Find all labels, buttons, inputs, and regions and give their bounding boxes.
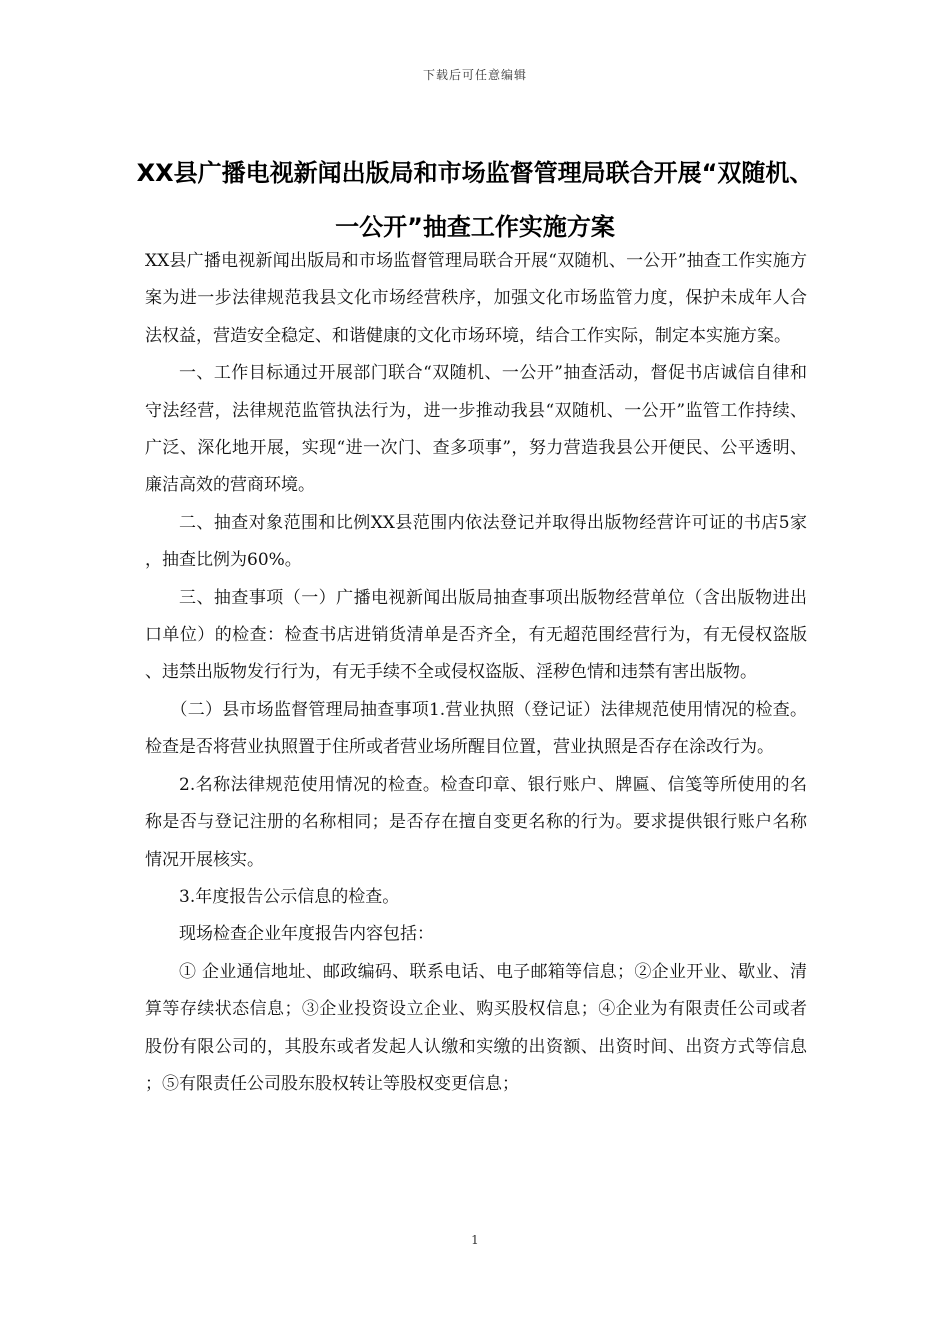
- paragraph-annual-report-check: 3.年度报告公示信息的检查。: [179, 886, 400, 907]
- paragraph-inspection-items: 三、抽查事项（一）广播电视新闻出版局抽查事项出版物经营单位（含出版物进出口单位）的检查：检查书店进销货清单是否齐全，有无超范围经营行为，有无侵权盗版、违禁出版物发行行为，有无手续不全或侵权盗版、淫秽色情和违禁有害出版物。: [145, 587, 807, 683]
- paragraph-inspection-scope: 二、抽查对象范围和比例XX县范围内依法登记并取得出版物经营许可证的书店5家，抽查比例为60%。: [145, 512, 807, 571]
- page-number: 1: [471, 1233, 479, 1247]
- page-header-note: 下载后可任意编辑: [422, 68, 527, 82]
- paragraph-name-usage-check: 2.名称法律规范使用情况的检查。检查印章、银行账户、牌匾、信笺等所使用的名称是否与登记注册的名称相同；是否存在擅自变更名称的行为。要求提供银行账户名称情况开展核实。: [145, 774, 807, 870]
- document-title: XX县广播电视新闻出版局和市场监督管理局联合开展“双随机、一公开”抽查工作实施方案: [136, 159, 814, 241]
- paragraph-annual-report-contents-list: ① 企业通信地址、邮政编码、联系电话、电子邮箱等信息；②企业开业、歇业、清算等存续状态信息；③企业投资设立企业、购买股权信息；④企业为有限责任公司或者股份有限公司的，其股东或者发起人认缴和实缴的出资额、出资时间、出资方式等信息；⑤有限责任公司股东股权转让等股权变更信息；: [145, 961, 807, 1094]
- paragraph-annual-report-contents-intro: 现场检查企业年度报告内容包括：: [179, 924, 434, 945]
- paragraph-work-goal: 一、工作目标通过开展部门联合“双随机、一公开”抽查活动，督促书店诚信自律和守法经营，法律规范监管执法行为，进一步推动我县“双随机、一公开”监管工作持续、广泛、深化地开展，实现“进一次门、查多项事”，努力营造我县公开便民、公平透明、廉洁高效的营商环境。: [145, 363, 807, 496]
- paragraph-market-supervision-items: （二）县市场监督管理局抽查事项1.营业执照（登记证）法律规范使用情况的检查。检查是否将营业执照置于住所或者营业场所醒目位置，营业执照是否存在涂改行为。: [145, 699, 807, 758]
- document-body: [145, 243, 807, 1103]
- paragraph-intro: XX县广播电视新闻出版局和市场监督管理局联合开展“双随机、一公开”抽查工作实施方案为进一步法律规范我县文化市场经营秩序，加强文化市场监管力度，保护未成年人合法权益，营造安全稳定、和谐健康的文化市场环境，结合工作实际，制定本实施方案。: [145, 251, 807, 346]
